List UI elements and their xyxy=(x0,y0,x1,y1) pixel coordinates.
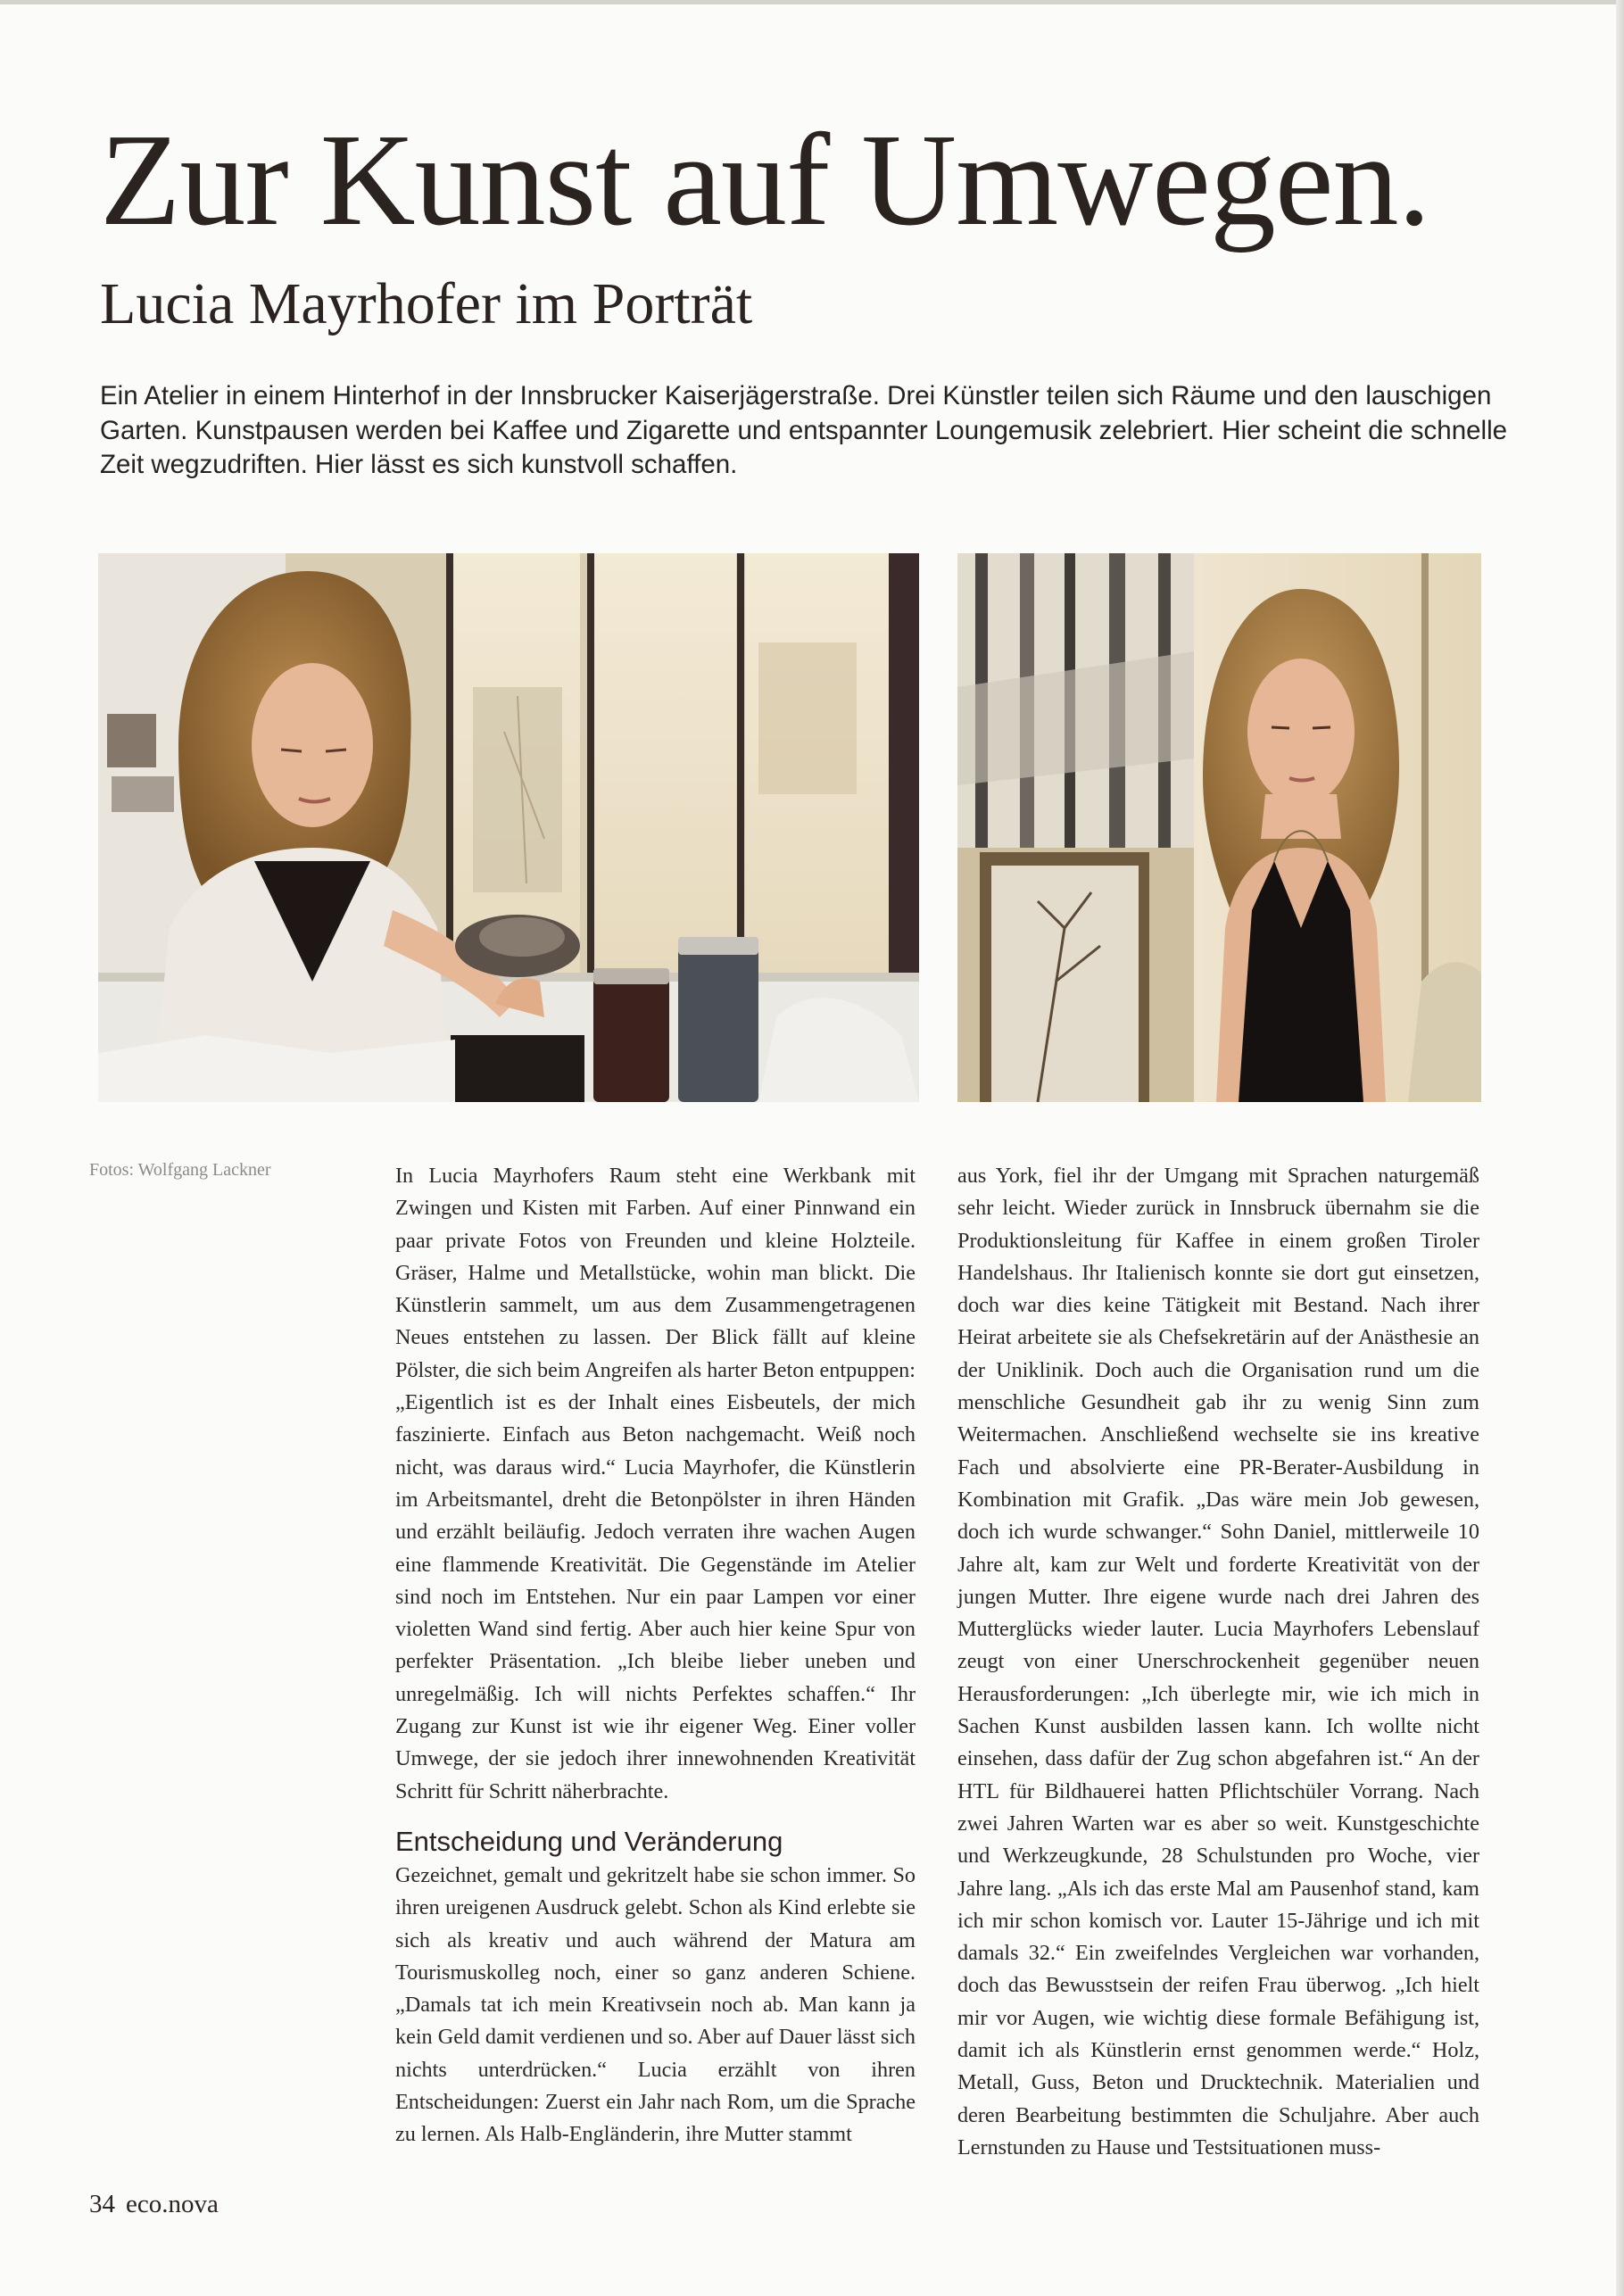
page-footer xyxy=(89,2190,229,2219)
body-paragraph: In Lucia Mayrhofers Raum steht eine Werkbank mit Zwingen und Kisten mit Farben. Auf einer Pinnwand ein paar private Fotos von Freunden und kleine Holzteile. Gräser, Halme und Metallstücke, wohin man blickt. Die Künstlerin sammelt, um aus dem Zusammengetragenen Neues entstehen zu lassen. Der Blick fällt auf kleine Pölster, die sich beim Angreifen als harter Beton entpuppen: „Eigentlich ist es der Inhalt eines Eisbeutels, der mich faszinierte. Einfach aus Beton nachgemacht. Weiß noch nicht, was daraus wird.“ Lucia Mayrhofer, die Künstlerin im Arbeitsmantel, dreht die Betonpölster in ihren Händen und erzählt beiläufig. Jedoch verraten ihre wachen Augen eine flammende Kreativität. Die Gegenstände im Atelier sind noch im Entstehen. Nur ein paar Lampen vor einer violetten Wand sind fertig. Aber auch hier keine Spur von perfekter Präsentation. „Ich bleibe lieber uneben und unregelmäßig. Ich will nichts Perfektes schaffen.“ Ihr Zugang zur Kunst ist wie ihr eigener Weg. Einer voller Umwege, der sie jedoch ihrer innewohnenden Kreativität Schritt für Schritt näherbrachte. xyxy=(395,1164,916,1803)
text-column-left xyxy=(395,1160,916,2151)
photo-artist-at-workbench xyxy=(98,553,919,1102)
article-title: Zur Kunst auf Umwegen. xyxy=(100,107,1430,253)
magazine-name: eco.nova xyxy=(126,2190,219,2218)
body-paragraph: aus York, fiel ihr der Umgang mit Sprachen naturgemäß sehr leicht. Wieder zurück in Innsbruck übernahm sie die Produktionsleitung für Kaffee in einem großen Tiroler Handelshaus. Ihr Italienisch konnte sie dort gut einsetzen, doch war dies keine Tätigkeit mit Bestand. Nach ihrer Heirat arbeitete sie als Chefsekretärin auf der Anästhesie an der Uniklinik. Doch auch die Organisation rund um die menschliche Gesundheit gab ihr zu wenig Sinn zum Weitermachen. Anschließend wechselte sie ins kreative Fach und absolvierte eine PR-Berater-Ausbildung in Kombination mit Grafik. „Das wäre mein Job gewesen, doch ich wurde schwanger.“ Sohn Daniel, mittlerweile 10 Jahre alt, kam zur Welt und forderte Kreativität von der jungen Mutter. Ihre eigene wurde nach drei Jahren des Mutterglücks wieder lauter. Lucia Mayrhofers Lebenslauf zeugt von einer Unerschrockenheit gegenüber neuen Herausforderungen: „Ich überlegte mir, wie ich mich in Sachen Kunst ausbilden lassen kann. Ich wollte nicht einsehen, dass dafür der Zug schon abgefahren ist.“ An der HTL für Bildhauerei hatten Pflichtschüler Vorrang. Nach zwei Jahren Warten war es aber so weit. Kunstgeschichte und Werkzeugkunde, 28 Schulstunden pro Woche, vier Jahre lang. „Als ich das erste Mal am Pausenhof stand, kam ich mir schon komisch vor. Lauter 15-Jährige und ich mit damals 32.“ Ein zweifelndes Vergleichen war vorhanden, doch das Bewusstsein der reifen Frau überwog. „Ich hielt mir vor Augen, wie wichtig diese formale Befähigung ist, damit ich als Künstlerin ernst genommen werde.“ Holz, Metall, Guss, Beton und Drucktechnik. Materialien und deren Bearbeitung bestimmten die Schuljahre. Aber auch Lernstunden zu Hause und Testsituationen muss- xyxy=(957,1164,1479,2159)
article-lead: Ein Atelier in einem Hinterhof in der Innsbrucker Kaiserjägerstraße. Drei Künstler teilen sich Räume und den lauschigen Garten. Kunstpausen werden bei Kaffee und Zigarette und entspannter Loungemusik zelebriert. Hier scheint die schnelle Zeit wegzudriften. Hier lässt es sich kunstvoll schaffen. xyxy=(100,381,1508,479)
text-column-right xyxy=(957,1160,1479,2164)
section-subheading: Entscheidung und Veränderung xyxy=(395,1825,783,1857)
article-subtitle: Lucia Mayrhofer im Porträt xyxy=(100,271,753,336)
page-edge-shadow xyxy=(1616,0,1624,2296)
photo-credit: Fotos: Wolfgang Lackner xyxy=(89,1160,271,1180)
body-paragraph: Gezeichnet, gemalt und gekritzelt habe sie schon immer. So ihren ureigenen Ausdruck gelebt. Schon als Kind erlebte sie sich als kreativ und auch während der Matura am Tourismuskolleg noch, einer so ganz anderen Schiene. „Damals tat ich mein Kreativsein noch ab. Man kann ja kein Geld damit verdienen und so. Aber auf Dauer lässt sich nichts unterdrücken.“ Lucia erzählt von ihren Entscheidungen: Zuerst ein Jahr nach Rom, um die Sprache zu lernen. Als Halb-Engländerin, ihre Mutter stammt xyxy=(395,1862,916,2147)
photo-artist-portrait xyxy=(957,553,1481,1102)
top-rule xyxy=(0,0,1624,4)
page-number: 34 xyxy=(89,2190,115,2218)
